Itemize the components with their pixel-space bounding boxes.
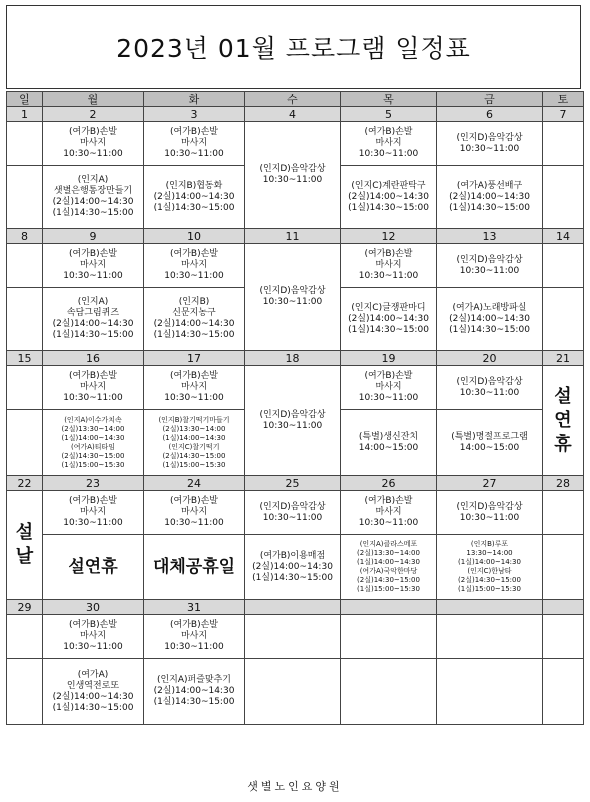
day-number: 11 <box>245 229 341 244</box>
schedule-line: 마사지 <box>79 382 107 392</box>
schedule-line: 설 <box>554 385 572 407</box>
schedule-line: (인지D)음악감상 <box>259 164 326 174</box>
day-number: 31 <box>144 600 245 615</box>
schedule-line: (여가B)손발 <box>364 249 413 259</box>
morning-program <box>437 615 543 659</box>
afternoon-program <box>144 659 245 725</box>
schedule-line: 마사지 <box>180 138 208 148</box>
merged-day-cell <box>245 244 341 351</box>
schedule-line: (여가B)손발 <box>69 249 117 259</box>
schedule-line: (1실)15:00~15:30 <box>357 585 420 593</box>
afternoon-program <box>43 166 144 229</box>
schedule-line: (2실)13:30~14:00 <box>162 424 226 433</box>
morning-program <box>144 122 245 166</box>
schedule-line: (1실)14:30~15:00 <box>153 202 235 213</box>
afternoon-program <box>7 166 43 229</box>
schedule-line: (인지C)글쟁판마디 <box>351 302 426 313</box>
schedule-line: (1실)14:30~15:00 <box>52 208 134 218</box>
morning-program <box>341 244 437 288</box>
afternoon-program <box>341 410 437 476</box>
schedule-line: (여가B)손발 <box>364 371 413 381</box>
weekday-header: 일 <box>7 92 43 107</box>
schedule-line: (2실)14:30~15:00 <box>61 451 125 460</box>
day-number: 24 <box>144 476 245 491</box>
afternoon-program <box>341 288 437 351</box>
schedule-line: (여가B)손발 <box>170 496 218 506</box>
day-number <box>245 600 341 615</box>
schedule-line: (인지B)찰기떡기마들기 <box>158 415 230 424</box>
day-number: 13 <box>437 229 543 244</box>
schedule-line: (1실)14:30~15:00 <box>153 330 235 340</box>
afternoon-program <box>144 535 245 600</box>
schedule-line: (1실)15:00~15:30 <box>458 585 521 593</box>
afternoon-program <box>144 410 245 476</box>
afternoon-program <box>43 659 144 725</box>
schedule-line: (2실)14:00~14:30 <box>153 686 235 696</box>
schedule-line: 마사지 <box>79 631 107 641</box>
footer-facility-name: 샛별노인요양원 <box>247 780 343 793</box>
schedule-line: (여가B)손발 <box>170 620 218 630</box>
schedule-line: (2실)14:30~15:00 <box>357 576 420 584</box>
morning-row <box>7 491 584 535</box>
schedule-line: (인지D)음악감상 <box>259 286 326 296</box>
day-number: 2 <box>43 107 144 122</box>
schedule-line: 마사지 <box>180 260 208 270</box>
afternoon-program <box>543 288 584 351</box>
title-box <box>6 5 581 89</box>
day-number: 27 <box>437 476 543 491</box>
schedule-line: 10:30~11:00 <box>358 518 419 528</box>
schedule-line: (1실)14:30~15:00 <box>449 202 530 213</box>
schedule-line: (1실)14:30~15:00 <box>52 702 134 713</box>
schedule-line: (2실)14:00~14:30 <box>348 191 429 202</box>
morning-program <box>7 366 43 410</box>
schedule-line: 10:30~11:00 <box>63 642 123 652</box>
morning-program <box>437 491 543 535</box>
schedule-line: (특별)생신잔치 <box>358 431 419 442</box>
schedule-line: (1실)14:00~14:30 <box>357 558 420 566</box>
schedule-line: 마사지 <box>375 260 402 270</box>
schedule-line: (인지D)음악감상 <box>456 501 523 512</box>
schedule-line: (여가B)손발 <box>364 127 413 137</box>
day-number: 25 <box>245 476 341 491</box>
schedule-line: 마사지 <box>180 507 208 517</box>
schedule-line: (1실)14:30~15:00 <box>348 202 429 213</box>
day-number: 10 <box>144 229 245 244</box>
afternoon-program <box>543 659 584 725</box>
day-number: 19 <box>341 351 437 366</box>
weekday-header: 토 <box>543 92 584 107</box>
schedule-line: 10:30~11:00 <box>262 175 323 185</box>
day-number: 23 <box>43 476 144 491</box>
schedule-line: 10:30~11:00 <box>358 149 419 159</box>
day-number: 4 <box>245 107 341 122</box>
schedule-line: 마사지 <box>375 507 402 517</box>
schedule-line: 날 <box>15 546 34 567</box>
morning-program <box>7 122 43 166</box>
schedule-line: 10:30~11:00 <box>459 265 520 276</box>
schedule-line: 14:00~15:00 <box>358 442 419 453</box>
morning-program <box>341 491 437 535</box>
morning-program <box>341 122 437 166</box>
morning-program <box>543 244 584 288</box>
schedule-line: (1실)14:30~15:00 <box>348 324 429 335</box>
merged-day-cell <box>245 366 341 476</box>
afternoon-program <box>7 288 43 351</box>
afternoon-program <box>437 410 543 476</box>
schedule-line: (인지D)음악감상 <box>259 501 326 512</box>
morning-program <box>341 366 437 410</box>
morning-program <box>43 491 144 535</box>
day-number: 15 <box>7 351 43 366</box>
schedule-line: (2실)13:30~14:00 <box>357 549 420 557</box>
weekday-header: 목 <box>341 92 437 107</box>
morning-program <box>144 366 245 410</box>
day-number: 17 <box>144 351 245 366</box>
afternoon-row <box>7 535 584 600</box>
morning-program <box>437 244 543 288</box>
schedule-line: (인지B)협동화 <box>165 180 223 191</box>
day-number: 26 <box>341 476 437 491</box>
schedule-calendar <box>6 91 584 725</box>
schedule-line: 10:30~11:00 <box>63 149 123 159</box>
day-number: 18 <box>245 351 341 366</box>
morning-program <box>144 615 245 659</box>
schedule-line: (2실)14:00~14:30 <box>449 191 530 202</box>
schedule-line: (인지C)찰기떡기 <box>168 442 220 451</box>
schedule-line: (인지D)음악감상 <box>456 132 523 143</box>
day-number <box>341 600 437 615</box>
day-number: 30 <box>43 600 144 615</box>
afternoon-row <box>7 659 584 725</box>
schedule-line: (인지B) <box>178 297 210 307</box>
morning-program <box>144 491 245 535</box>
schedule-line: 10:30~11:00 <box>63 393 123 403</box>
schedule-line: 샛별은행통장만들기 <box>53 186 133 196</box>
morning-program <box>437 122 543 166</box>
schedule-line: 휴 <box>554 433 572 455</box>
page-title: 2023년 01월 프로그램 일정표 <box>116 34 471 63</box>
afternoon-program <box>144 288 245 351</box>
schedule-line: 마사지 <box>180 631 208 641</box>
merged-day-cell <box>7 491 43 600</box>
afternoon-program <box>7 659 43 725</box>
morning-program <box>341 615 437 659</box>
schedule-line: (1실)15:00~15:30 <box>162 460 226 469</box>
schedule-line: (1실)14:30~15:00 <box>449 324 530 335</box>
schedule-line: (인지D)음악감상 <box>259 409 326 420</box>
schedule-line: 10:30~11:00 <box>459 143 520 154</box>
day-number-row <box>7 229 584 244</box>
afternoon-program <box>245 659 341 725</box>
schedule-line: (인지A) <box>77 175 109 185</box>
schedule-line: (1실)14:30~15:00 <box>52 330 134 340</box>
morning-program <box>245 615 341 659</box>
day-number: 9 <box>43 229 144 244</box>
schedule-line: (인지D)음악감상 <box>456 254 523 265</box>
schedule-line: (여가B)손발 <box>69 496 117 506</box>
weekday-header: 화 <box>144 92 245 107</box>
schedule-line: (2실)14:00~14:30 <box>449 313 530 324</box>
schedule-line: (여가A)티타임 <box>70 442 116 451</box>
schedule-line: (여가B)이용매점 <box>259 550 326 561</box>
day-number: 28 <box>543 476 584 491</box>
schedule-line: 마사지 <box>79 138 107 148</box>
weekday-header: 수 <box>245 92 341 107</box>
schedule-line: (2실)14:30~15:00 <box>458 576 521 584</box>
day-number: 29 <box>7 600 43 615</box>
morning-program <box>437 366 543 410</box>
schedule-line: (인지A) <box>77 297 109 307</box>
day-number-row <box>7 600 584 615</box>
merged-day-cell <box>543 366 584 476</box>
schedule-line: 10:30~11:00 <box>63 271 123 281</box>
schedule-line: 10:30~11:00 <box>262 420 323 431</box>
day-number: 5 <box>341 107 437 122</box>
day-number-row <box>7 476 584 491</box>
day-number: 1 <box>7 107 43 122</box>
schedule-line: (2실)14:00~14:30 <box>153 319 235 329</box>
day-number: 12 <box>341 229 437 244</box>
schedule-line: 10:30~11:00 <box>358 393 419 403</box>
morning-program <box>43 244 144 288</box>
merged-day-cell <box>245 122 341 229</box>
schedule-line: 14:00~15:00 <box>459 442 520 453</box>
schedule-line: (2실)14:00~14:30 <box>52 319 134 329</box>
schedule-line: (1실)14:00~14:30 <box>162 433 226 442</box>
schedule-line: (특별)명절프로그램 <box>451 431 528 442</box>
day-number: 22 <box>7 476 43 491</box>
morning-row <box>7 615 584 659</box>
schedule-line: (여가A)노래방파실 <box>452 302 527 313</box>
schedule-line: (2실)14:00~14:30 <box>252 561 333 572</box>
morning-program <box>543 491 584 535</box>
day-number: 16 <box>43 351 144 366</box>
afternoon-program <box>437 535 543 600</box>
schedule-line: 대체공휴일 <box>152 556 236 577</box>
day-number: 6 <box>437 107 543 122</box>
schedule-line: (1실)15:00~15:30 <box>61 460 125 469</box>
schedule-line: (1실)14:00~14:30 <box>458 558 521 566</box>
schedule-line: (여가B)손발 <box>170 127 218 137</box>
morning-row <box>7 366 584 410</box>
afternoon-program <box>43 410 144 476</box>
schedule-line: (2실)14:00~14:30 <box>52 197 134 207</box>
schedule-line: 10:30~11:00 <box>164 271 224 281</box>
morning-program <box>543 122 584 166</box>
day-number <box>543 600 584 615</box>
schedule-line: (인지A)클라스메포 <box>359 540 418 548</box>
schedule-line: 10:30~11:00 <box>164 393 224 403</box>
schedule-line: (2실)14:30~15:00 <box>162 451 226 460</box>
schedule-line: 마사지 <box>375 138 402 148</box>
schedule-line: 10:30~11:00 <box>164 518 224 528</box>
schedule-line: 신문지농구 <box>172 308 216 318</box>
day-number-row <box>7 351 584 366</box>
schedule-line: (인지D)음악감상 <box>456 376 523 387</box>
schedule-line: 인생역전로또 <box>66 680 120 691</box>
schedule-line: (여가B)손발 <box>170 371 218 381</box>
schedule-line: 10:30~11:00 <box>164 642 224 652</box>
day-number: 3 <box>144 107 245 122</box>
day-number-row <box>7 107 584 122</box>
schedule-line: (2실)14:00~14:30 <box>153 191 235 202</box>
afternoon-program <box>341 166 437 229</box>
schedule-line: 13:30~14:00 <box>466 549 513 557</box>
schedule-line: (여가B)손발 <box>364 496 413 506</box>
schedule-line: (인지A)퍼즐맞추기 <box>156 675 232 685</box>
afternoon-program <box>543 166 584 229</box>
afternoon-program <box>341 535 437 600</box>
day-number: 14 <box>543 229 584 244</box>
morning-program <box>7 244 43 288</box>
morning-program <box>7 615 43 659</box>
schedule-line: 마사지 <box>79 260 107 270</box>
day-number: 7 <box>543 107 584 122</box>
afternoon-program <box>7 410 43 476</box>
afternoon-program <box>43 288 144 351</box>
morning-program <box>144 244 245 288</box>
morning-program <box>245 491 341 535</box>
schedule-line: 10:30~11:00 <box>358 271 419 281</box>
schedule-line: 10:30~11:00 <box>164 149 224 159</box>
morning-program <box>43 615 144 659</box>
schedule-line: (2실)14:00~14:30 <box>348 313 429 324</box>
day-number: 8 <box>7 229 43 244</box>
schedule-line: 10:30~11:00 <box>459 512 520 523</box>
afternoon-program <box>543 535 584 600</box>
schedule-line: (인지B)루포 <box>470 540 509 548</box>
afternoon-program <box>245 535 341 600</box>
schedule-line: (2실)14:00~14:30 <box>52 691 134 702</box>
schedule-line: (여가B)손발 <box>69 127 117 137</box>
schedule-line: (인지C)한남타 <box>467 567 512 575</box>
schedule-line: (인지A)이수가치속 <box>64 415 122 424</box>
weekday-header-row <box>7 92 584 107</box>
schedule-line: 10:30~11:00 <box>262 297 323 307</box>
schedule-line: (여가A) <box>77 669 109 680</box>
schedule-line: 마사지 <box>180 382 208 392</box>
afternoon-program <box>437 659 543 725</box>
afternoon-program <box>43 535 144 600</box>
schedule-line: 10:30~11:00 <box>262 512 323 523</box>
schedule-line: 마사지 <box>79 507 107 517</box>
morning-row <box>7 122 584 166</box>
schedule-line: (1실)14:30~15:00 <box>252 572 333 583</box>
day-number: 20 <box>437 351 543 366</box>
schedule-line: (인지C)계란판탁구 <box>351 180 426 191</box>
schedule-line: (여가B)손발 <box>69 620 117 630</box>
schedule-line: (여가B)손발 <box>170 249 218 259</box>
morning-program <box>543 615 584 659</box>
day-number <box>437 600 543 615</box>
afternoon-program <box>341 659 437 725</box>
schedule-line: (여가A)국악한마당 <box>359 567 418 575</box>
morning-program <box>43 122 144 166</box>
schedule-line: 속담그림퀴즈 <box>66 308 120 318</box>
schedule-line: 설 <box>15 522 34 543</box>
day-number: 21 <box>543 351 584 366</box>
morning-program <box>43 366 144 410</box>
schedule-line: 연 <box>554 409 572 431</box>
schedule-line: (1실)14:00~14:30 <box>61 433 125 442</box>
afternoon-program <box>437 288 543 351</box>
schedule-line: 마사지 <box>375 382 402 392</box>
schedule-line: 설연휴 <box>68 556 118 577</box>
afternoon-program <box>144 166 245 229</box>
schedule-line: (2실)13:30~14:00 <box>61 424 125 433</box>
morning-row <box>7 244 584 288</box>
afternoon-program <box>437 166 543 229</box>
weekday-header: 금 <box>437 92 543 107</box>
schedule-line: 10:30~11:00 <box>459 387 520 398</box>
weekday-header: 월 <box>43 92 144 107</box>
schedule-line: (여가B)손발 <box>69 371 117 381</box>
schedule-line: (여가A)풍선배구 <box>456 180 523 191</box>
schedule-line: (1실)14:30~15:00 <box>153 697 235 707</box>
schedule-line: 10:30~11:00 <box>63 518 123 528</box>
